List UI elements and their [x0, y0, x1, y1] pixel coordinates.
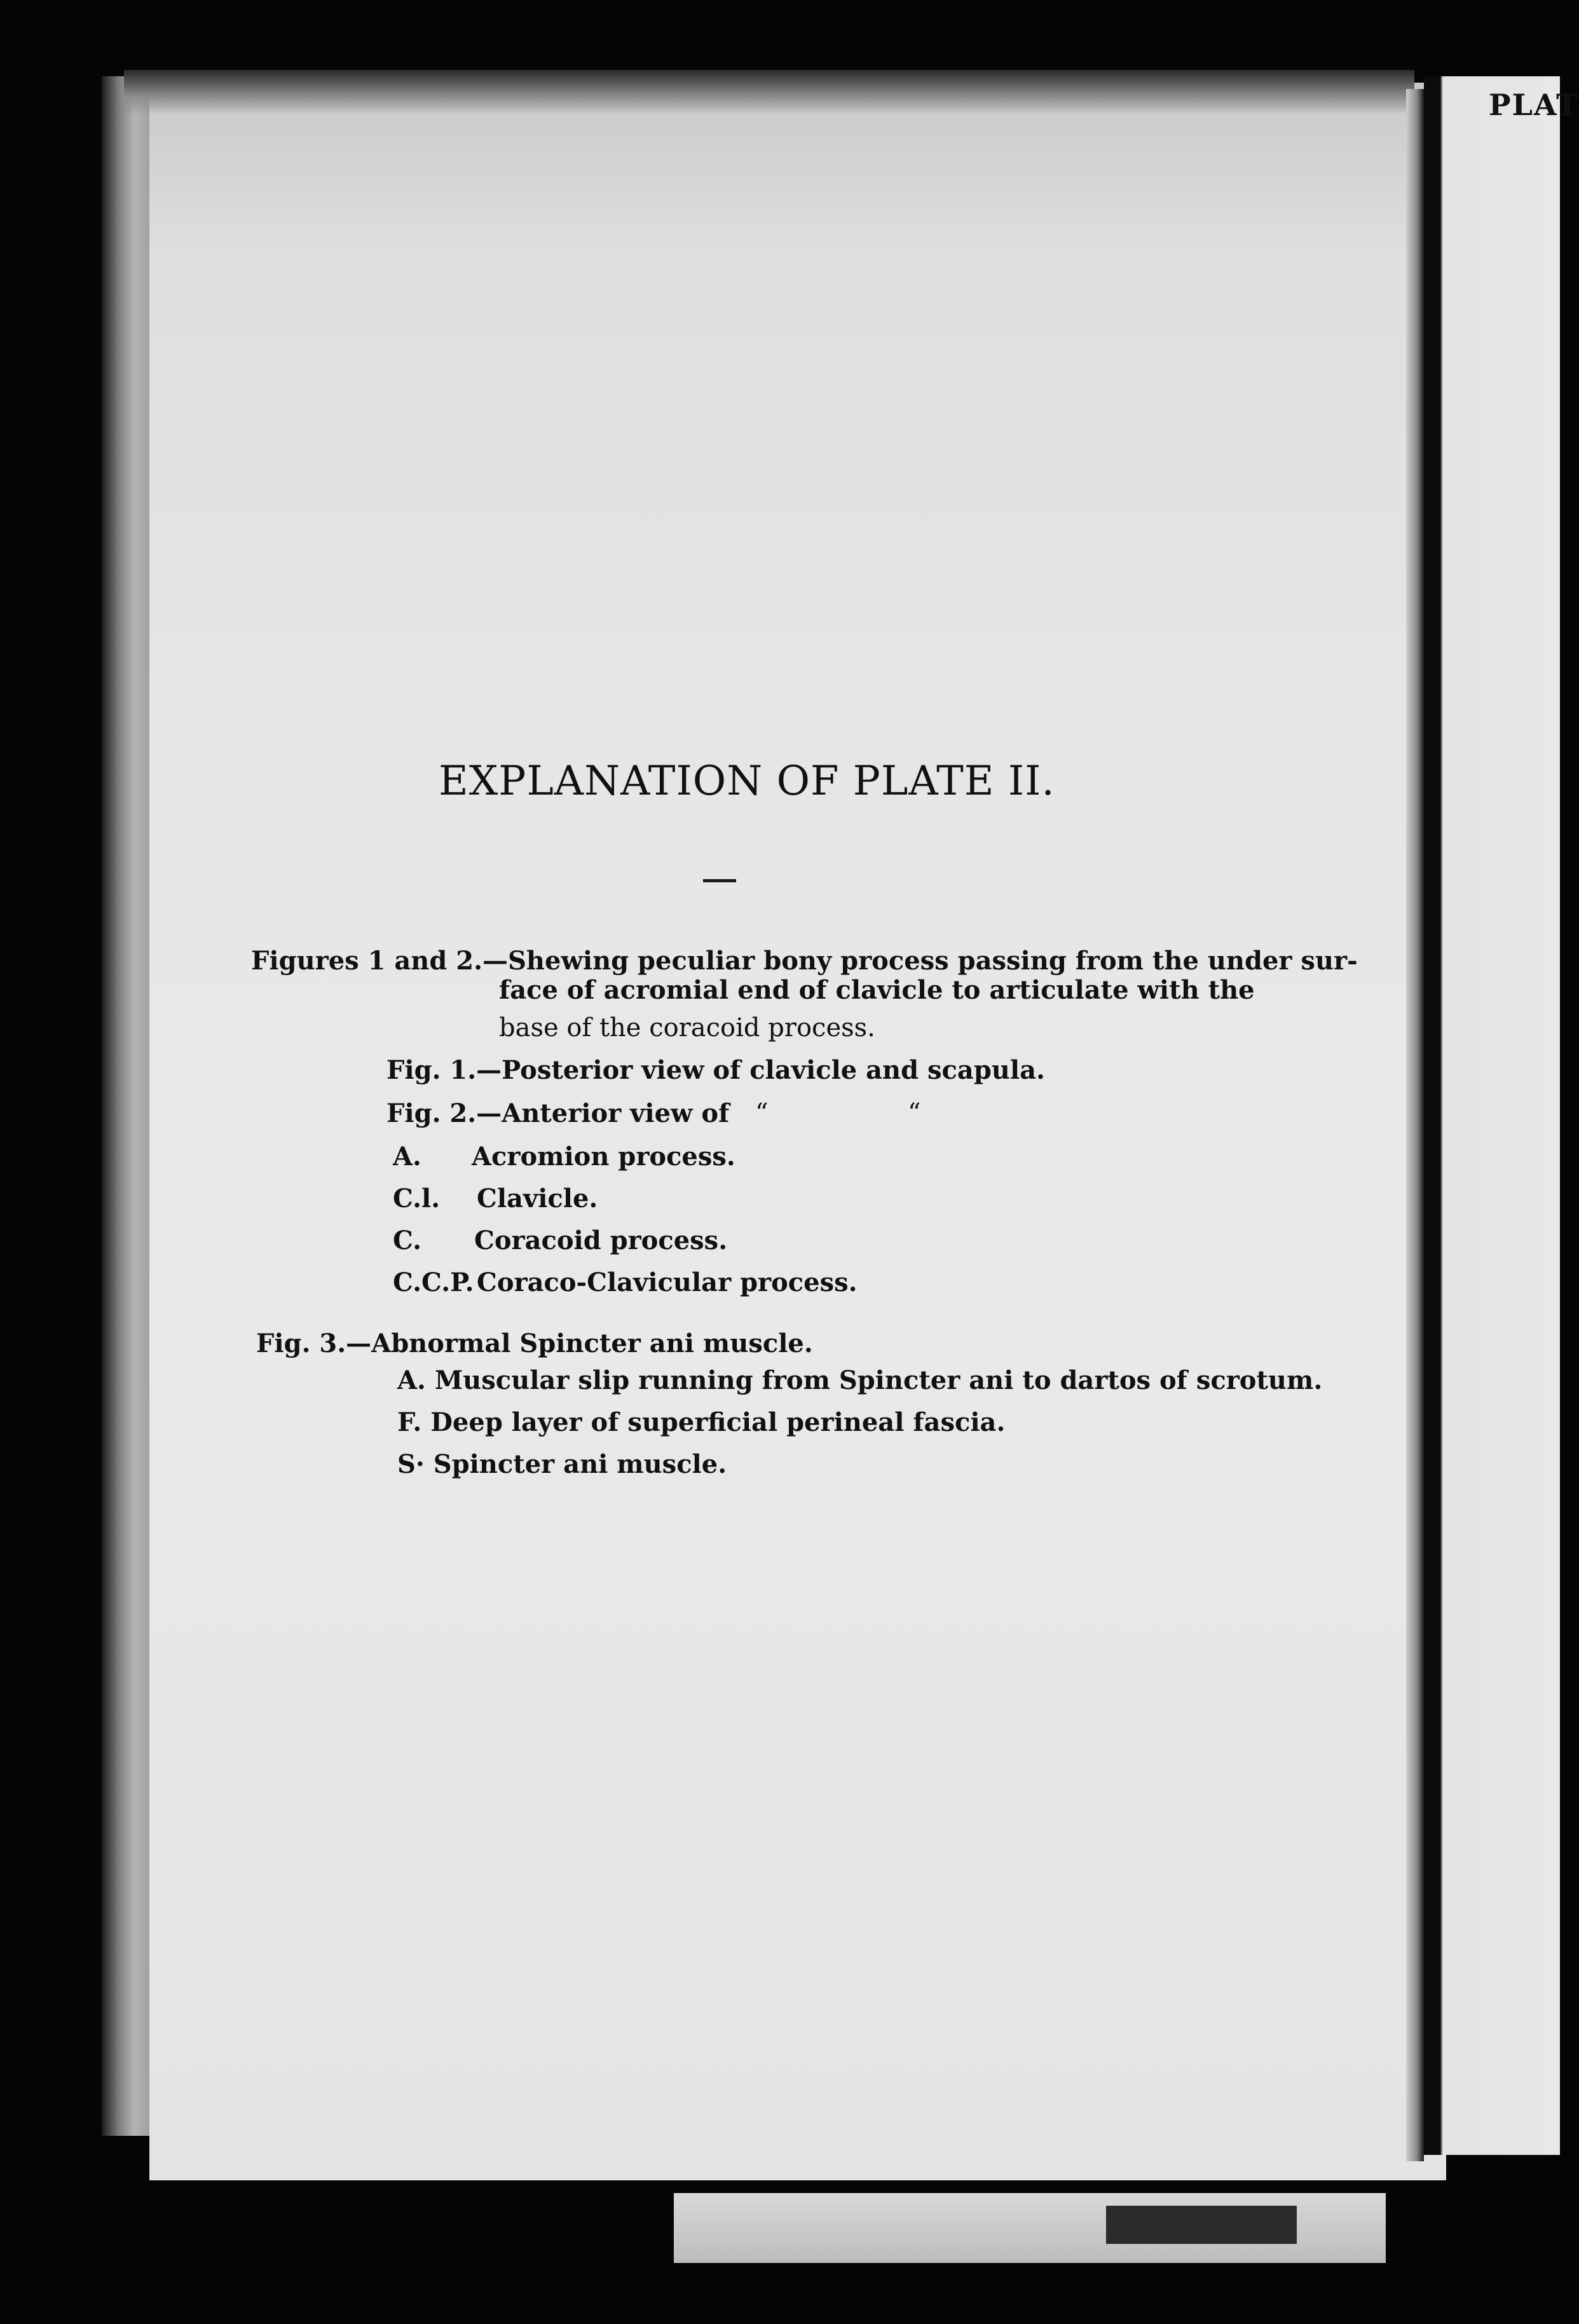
fig-2-caption: Fig. 2.—Anterior view of [386, 1098, 730, 1128]
page-title: EXPLANATION OF PLATE II. [439, 758, 1055, 805]
ditto-mark-2: “ [908, 1098, 921, 1128]
page-stack-edge [102, 76, 156, 2136]
fig-3-caption: Fig. 3.—Abnormal Spincter ani muscle. [256, 1329, 813, 1358]
right-page-heading: PLAT [1489, 88, 1579, 122]
figures-1-2-lead: Figures 1 and 2.— [251, 946, 509, 976]
left-page [149, 83, 1446, 2180]
label-text-a: Acromion process. [472, 1142, 735, 1172]
fig-1-caption: Fig. 1.—Posterior view of clavicle and scapula. [386, 1055, 1045, 1085]
top-shadow [124, 70, 1414, 114]
title-rule [703, 879, 736, 882]
book-gutter [1406, 89, 1424, 2161]
figures-1-2-line-1 [251, 946, 1358, 976]
label-key-c: C. [393, 1226, 422, 1255]
fig-3-item-s: S· Spincter ani muscle. [397, 1449, 727, 1479]
ditto-mark-1: “ [755, 1098, 769, 1128]
label-text-c: Coracoid process. [474, 1226, 728, 1255]
bottom-dark-strip [1106, 2206, 1297, 2244]
label-key-cl: C.l. [393, 1184, 441, 1213]
figures-1-2-line-3: base of the coracoid process. [499, 1013, 875, 1042]
label-text-ccp: Coraco-Clavicular process. [477, 1268, 858, 1297]
figures-1-2-line-2: face of acromial end of clavicle to articulate with the [499, 975, 1255, 1005]
right-page [1424, 76, 1560, 2155]
fig-3-item-a: A. Muscular slip running from Spincter ani to dartos of scrotum. [397, 1365, 1323, 1395]
fig-3-item-f: F. Deep layer of superficial perineal fascia. [397, 1407, 1006, 1437]
label-key-ccp: C.C.P. [393, 1268, 474, 1297]
figures-1-2-line-1-text: Shewing peculiar bony process passing from the under sur- [508, 946, 1358, 976]
label-text-cl: Clavicle. [477, 1184, 598, 1213]
label-key-a: A. [393, 1142, 421, 1172]
